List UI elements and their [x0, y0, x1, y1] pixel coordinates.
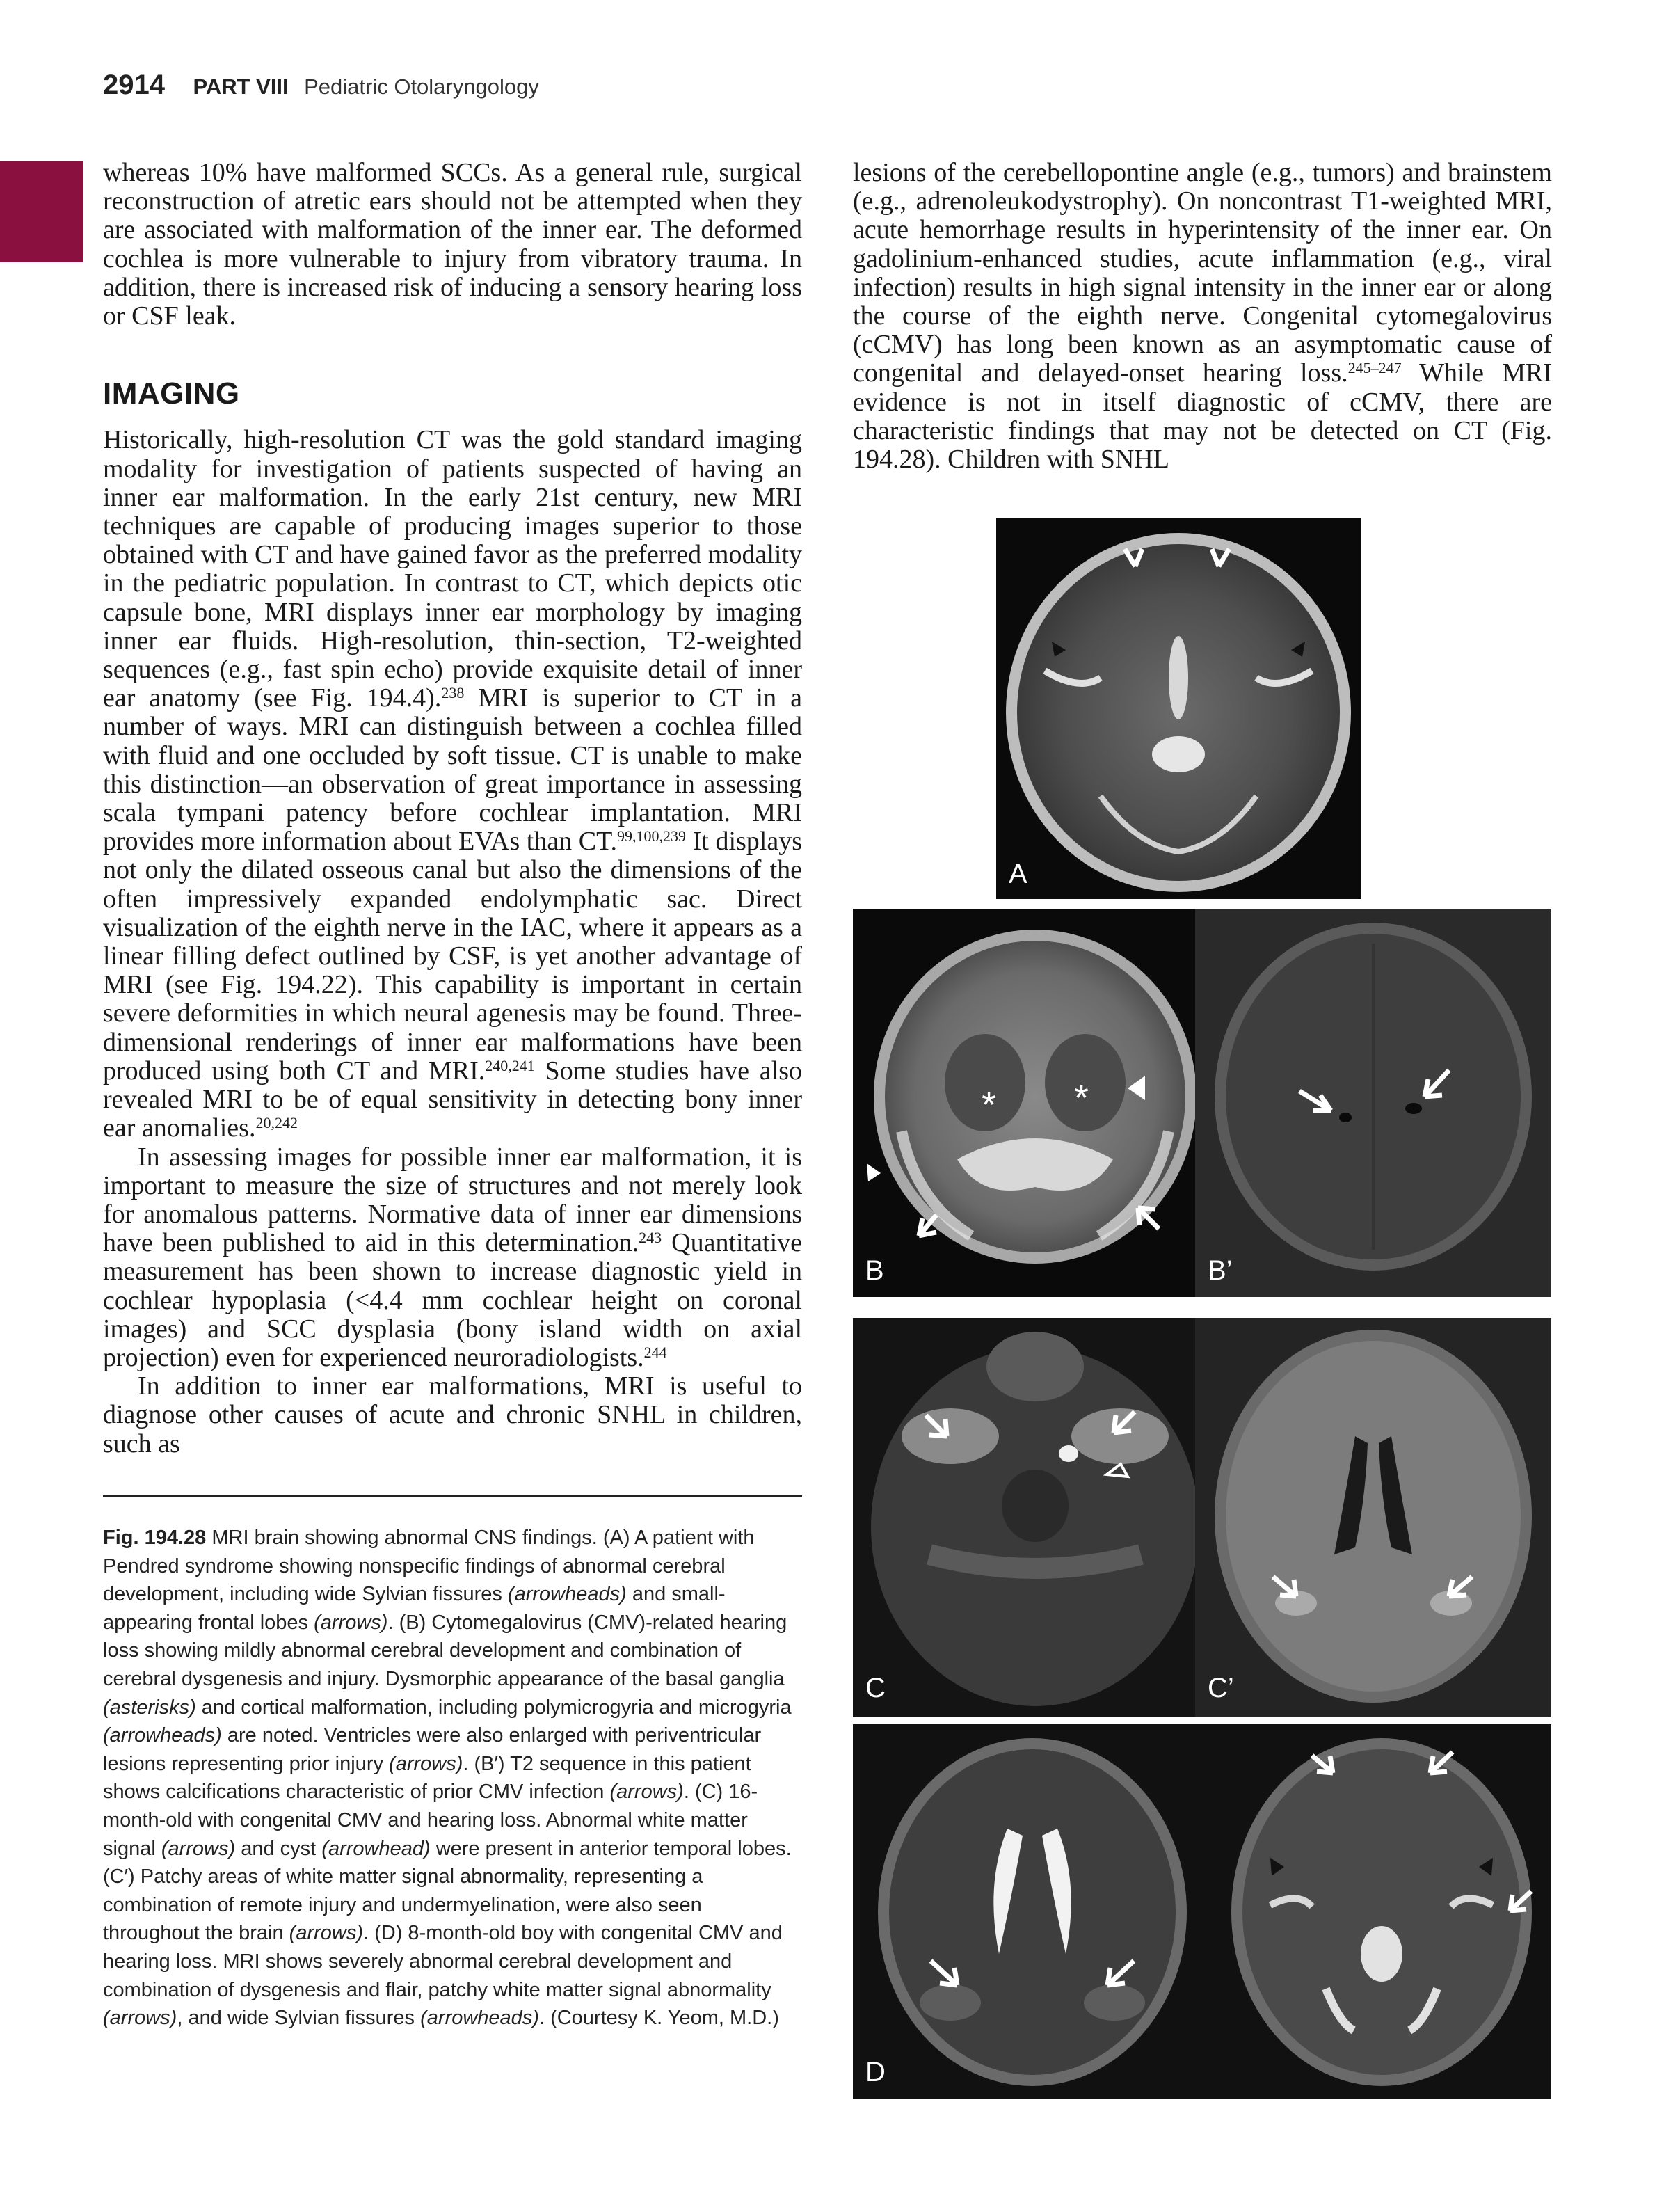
mri-panel-a — [996, 518, 1361, 899]
text-run: MRI is superior to CT in a number of ways. MRI can distinguish between a cochlea filled with fluid and one occluded by soft tissue. CT is unable to make this distinction—an observation of great importance in assessing scala tympani patency before cochlear implantation. MRI provides more information about EVAs than CT. — [103, 683, 802, 857]
section-heading: IMAGING — [103, 376, 240, 411]
text-run: In assessing images for possible inner ear malformation, it is important to measure the size of structures and not merely look for anomalous patterns. Normative data of inner ear dimensions have been published to aid in this determination. — [103, 1142, 802, 1258]
right-column — [853, 159, 1552, 474]
caption-rule — [103, 1495, 802, 1497]
mri-panel-c-prime — [1195, 1318, 1551, 1717]
text-run: Quantitative measurement has been shown to increase diagnostic yield in cochlear hypoplasia (<4.4 mm cochlear height on coronal images) and SCC dysplasia (bony island width on axial projection) even for experienced neuroradiologists. — [103, 1228, 802, 1372]
chapter-color-tab — [0, 161, 83, 262]
panel-label: B’ — [1208, 1255, 1233, 1286]
running-header — [103, 70, 539, 101]
mri-image — [1195, 909, 1551, 1297]
citation: 20,242 — [255, 1114, 298, 1132]
asterisk-marker: * — [1074, 1077, 1089, 1119]
panel-label: A — [1009, 859, 1027, 889]
mri-panel-b — [853, 909, 1217, 1297]
mri-image — [853, 1318, 1217, 1717]
citation: 245–247 — [1347, 359, 1402, 377]
paragraph — [103, 1143, 802, 1373]
citation: 99,100,239 — [617, 827, 687, 845]
page-number: 2914 — [103, 70, 165, 100]
mri-panel-c — [853, 1318, 1217, 1717]
panel-label: C — [865, 1673, 886, 1703]
mri-panel-d — [853, 1724, 1551, 2099]
citation: 238 — [441, 684, 465, 702]
text-run: Historically, high-resolution CT was the gold standard imaging modality for investigation of patients suspected of having an inner ear malformation. In the early 21st century, new MRI techniques are capable of producing images superior to those obtained with CT and have gained favor as the preferred modality in the pediatric population. In contrast to CT, which depicts otic capsule bone, MRI displays inner ear morphology by imaging inner ear fluids. High-resolution, thin-section, T2-weighted sequences (e.g., fast spin echo) provide exquisite detail of inner ear anatomy (see Fig. 194.4). — [103, 425, 802, 713]
panel-label: C’ — [1208, 1673, 1234, 1703]
paragraph — [853, 159, 1552, 474]
panel-label: B — [865, 1255, 884, 1286]
mri-image — [1195, 1318, 1551, 1717]
asterisk-marker: * — [982, 1084, 997, 1126]
paragraph — [103, 426, 802, 1143]
part-title: Pediatric Otolaryngology — [304, 74, 539, 99]
mri-image — [853, 1724, 1551, 2099]
citation: 240,241 — [485, 1056, 535, 1074]
text-run: lesions of the cerebellopontine angle (e.g., tumors) and brainstem (e.g., adrenoleukodystrophy). On noncontrast T1-weighted MRI, acute hemorrhage results in hyperintensity of the inner ear. On gadolinium-enhanced studies, acute inflammation (e.g., viral infection) results in high signal intensity in the inner ear or along the course of the eighth nerve. Congenital cytomegalovirus (cCMV) has long been known as an asymptomatic cause of congenital and delayed-onset hearing loss. — [853, 158, 1552, 388]
text-run: Some studies have also revealed MRI to be of equal sensitivity in detecting bony inner ear anomalies. — [103, 1056, 802, 1143]
panel-label: D — [865, 2057, 886, 2087]
citation: 244 — [643, 1343, 667, 1361]
paragraph: In addition to inner ear malformations, MRI is useful to diagnose other causes of acute and chronic SNHL in children, such as — [103, 1371, 802, 1458]
figure-caption: Fig. 194.28 MRI brain showing abnormal CNS findings. (A) A patient with Pendred syndrome showing nonspecific findings of abnormal cerebral development, including wide Sylvian fissures (arrowheads) and small-appearing frontal lobes (arrows). (B) Cytomegalovirus (CMV)-related hearing loss showing mildly abnormal cerebral development and combination of cerebral dysgenesis and injury. Dysmorphic appearance of the basal ganglia (asterisks) and cortical malformation, including polymicrogyria and microgyria (arrowheads) are noted. Ventricles were also enlarged with periventricular lesions representing prior injury (arrows). (B′) T2 sequence in this patient shows calcifications characteristic of prior CMV infection (arrows). (C) 16-month-old with congenital CMV and hearing loss. Abnormal white matter signal (arrows) and cyst (arrowhead) were present in anterior temporal lobes. (C′) Patchy areas of white matter signal abnormality, representing a combination of remote injury and undermyelination, were also seen throughout the brain (arrows). (D) 8-month-old boy with congenital CMV and hearing loss. MRI shows severely abnormal cerebral development and combination of dysgenesis and flair, patchy white matter signal abnormality (arrows), and wide Sylvian fissures (arrowheads). (Courtesy K. Yeom, M.D.) — [103, 1527, 792, 2030]
left-column — [103, 159, 802, 1458]
text-run: It displays not only the dilated osseous canal but also the dimensions of the often impressively expanded endolymphatic sac. Direct visualization of the eighth nerve in the IAC, where it appears as a linear filling defect outlined by CSF, is yet another advantage of MRI (see Fig. 194.22). This capability is important in certain severe deformities in which neural agenesis may be found. Three-dimensional renderings of inner ear malformations have been produced using both CT and MRI. — [103, 827, 802, 1085]
figure-label: Fig. 194.28 — [103, 1527, 207, 1549]
citation: 243 — [639, 1229, 662, 1247]
paragraph: whereas 10% have malformed SCCs. As a general rule, surgical reconstruction of atretic ears should not be attempted when they are associated with malformation of the inner ear. The deformed cochlea is more vulnerable to injury from vibratory trauma. In addition, there is increased risk of inducing a sensory hearing loss or CSF leak. — [103, 158, 802, 331]
part-label: PART VIII — [193, 74, 289, 99]
mri-image — [853, 909, 1217, 1297]
mri-image — [996, 518, 1361, 899]
mri-panel-b-prime — [1195, 909, 1551, 1297]
text-run: While MRI evidence is not in itself diagnostic of cCMV, there are characteristic findings that may not be detected on CT (Fig. 194.28). Children with SNHL — [853, 358, 1552, 475]
